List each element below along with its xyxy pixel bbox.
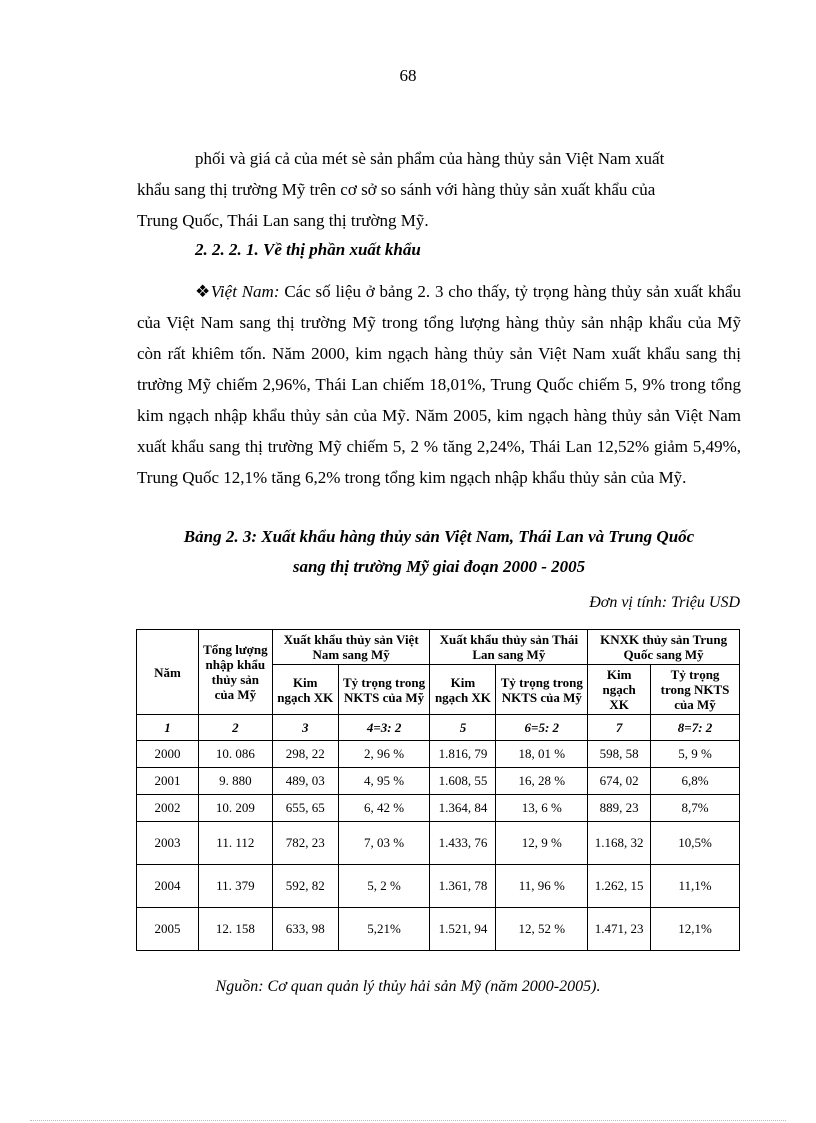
table-cell: 1.361, 78 (430, 865, 496, 908)
table-cell: 11, 96 % (496, 865, 588, 908)
table-cell: 1.816, 79 (430, 741, 496, 768)
table-cell: 9. 880 (198, 768, 272, 795)
paragraph-lead: Việt Nam: (210, 282, 280, 301)
table-cell: 674, 02 (588, 768, 651, 795)
table-cell: 1.364, 84 (430, 795, 496, 822)
header-import-share: Tỷ trọng trong NKTS của Mỹ (338, 665, 430, 715)
table-cell: 4, 95 % (338, 768, 430, 795)
table-cell: 2000 (137, 741, 199, 768)
header-export-value: Kim ngạch XK (430, 665, 496, 715)
table-source: Nguồn: Cơ quan quản lý thủy hải sản Mỹ (năm 2000-2005). (215, 978, 601, 995)
table-cell: 592, 82 (272, 865, 338, 908)
index-cell: 2 (198, 715, 272, 741)
table-cell: 1.433, 76 (430, 822, 496, 865)
index-cell: 1 (137, 715, 199, 741)
page-bottom-divider (30, 1120, 786, 1121)
table-row (137, 768, 740, 795)
index-cell: 7 (588, 715, 651, 741)
table-cell: 889, 23 (588, 795, 651, 822)
index-cell: 6=5: 2 (496, 715, 588, 741)
header-import-share: Tỷ trọng trong NKTS của Mỹ (496, 665, 588, 715)
table-cell: 2003 (137, 822, 199, 865)
table-cell: 598, 58 (588, 741, 651, 768)
table-cell: 298, 22 (272, 741, 338, 768)
table-cell: 2, 96 % (338, 741, 430, 768)
header-export-value: Kim ngạch XK (272, 665, 338, 715)
paragraph-intro-line: khẩu sang thị trường Mỹ trên cơ sở so sánh với hàng thủy sản xuất khẩu của (137, 180, 656, 199)
paragraph-intro-line: phối và giá cả của mét sè sản phẩm của hàng thủy sản Việt Nam xuất (195, 149, 665, 168)
paragraph-intro-line: Trung Quốc, Thái Lan sang thị trường Mỹ. (137, 211, 429, 230)
table-cell: 1.608, 55 (430, 768, 496, 795)
table-cell: 1.521, 94 (430, 908, 496, 951)
paragraph-intro (137, 143, 741, 236)
table-cell: 5, 9 % (651, 741, 740, 768)
header-total-imports: Tổng lượng nhập khẩu thủy sản của Mỹ (198, 630, 272, 715)
table-cell: 16, 28 % (496, 768, 588, 795)
table-cell: 11. 379 (198, 865, 272, 908)
table-row (137, 822, 740, 865)
header-export-value: Kim ngạch XK (588, 665, 651, 715)
table-cell: 5,21% (338, 908, 430, 951)
table-cell: 2002 (137, 795, 199, 822)
index-cell: 4=3: 2 (338, 715, 430, 741)
table-row (137, 795, 740, 822)
unit-label: Đơn vị tính: Triệu USD (589, 594, 740, 611)
table-cell: 10. 209 (198, 795, 272, 822)
index-cell: 5 (430, 715, 496, 741)
table-cell: 655, 65 (272, 795, 338, 822)
index-cell: 8=7: 2 (651, 715, 740, 741)
table-cell: 13, 6 % (496, 795, 588, 822)
table-cell: 1.262, 15 (588, 865, 651, 908)
export-table (136, 629, 740, 951)
table-caption-line: sang thị trường Mỹ giai đoạn 2000 - 2005 (292, 557, 586, 576)
table-cell: 12, 9 % (496, 822, 588, 865)
table-cell: 12,1% (651, 908, 740, 951)
table-cell: 782, 23 (272, 822, 338, 865)
table-cell: 489, 03 (272, 768, 338, 795)
table-cell: 2004 (137, 865, 199, 908)
table-cell: 11. 112 (198, 822, 272, 865)
table-cell: 12. 158 (198, 908, 272, 951)
table-cell: 5, 2 % (338, 865, 430, 908)
table-cell: 8,7% (651, 795, 740, 822)
table-cell: 6, 42 % (338, 795, 430, 822)
index-cell: 3 (272, 715, 338, 741)
table-cell: 12, 52 % (496, 908, 588, 951)
table-cell: 2001 (137, 768, 199, 795)
table-cell: 18, 01 % (496, 741, 588, 768)
table-caption-line: Bảng 2. 3: Xuất khẩu hàng thủy sản Việt Nam, Thái Lan và Trung Quốc (183, 527, 695, 546)
table-cell: 10. 086 (198, 741, 272, 768)
table-row (137, 908, 740, 951)
table-cell: 10,5% (651, 822, 740, 865)
header-group-china: KNXK thủy sản Trung Quốc sang Mỹ (588, 630, 740, 665)
table-cell: 7, 03 % (338, 822, 430, 865)
bullet-diamond-icon: ❖ (195, 282, 211, 301)
table-cell: 11,1% (651, 865, 740, 908)
paragraph-body: Các số liệu ở bảng 2. 3 cho thấy, tỷ trọng hàng thủy sản xuất khẩu của Việt Nam sang thị trường Mỹ trong tổng lượng hàng thủy sản nhập khẩu của Mỹ còn rất khiêm tốn. Năm 2000, kim ngạch hàng thủy sản Việt Nam xuất khẩu sang thị trường Mỹ chiếm 2,96%, Thái Lan chiếm 18,01%, Trung Quốc chiếm 5, 9% trong tổng kim ngạch nhập khẩu thủy sản của Mỹ. Năm 2005, kim ngạch hàng thủy sản Việt Nam xuất khẩu sang thị trường Mỹ chiếm 5, 2 % tăng 2,24%, Thái Lan 12,52% giảm 5,49%, Trung Quốc 12,1% tăng 6,2% trong tổng kim ngạch nhập khẩu thủy sản của Mỹ. (137, 282, 741, 487)
table-caption (137, 522, 741, 582)
table-cell: 633, 98 (272, 908, 338, 951)
paragraph-vietnam (137, 276, 741, 493)
header-import-share: Tỷ trọng trong NKTS của Mỹ (651, 665, 740, 715)
table-cell: 1.471, 23 (588, 908, 651, 951)
header-group-vietnam: Xuất khẩu thủy sản Việt Nam sang Mỹ (272, 630, 430, 665)
section-heading: 2. 2. 2. 1. Về thị phần xuất khẩu (195, 240, 421, 259)
header-group-thailand: Xuất khẩu thủy sản Thái Lan sang Mỹ (430, 630, 588, 665)
table-cell: 6,8% (651, 768, 740, 795)
table-cell: 2005 (137, 908, 199, 951)
header-year: Năm (137, 630, 199, 715)
page-number: 68 (399, 66, 417, 85)
table-row (137, 741, 740, 768)
table-cell: 1.168, 32 (588, 822, 651, 865)
column-index-row (137, 715, 740, 741)
table-row (137, 865, 740, 908)
